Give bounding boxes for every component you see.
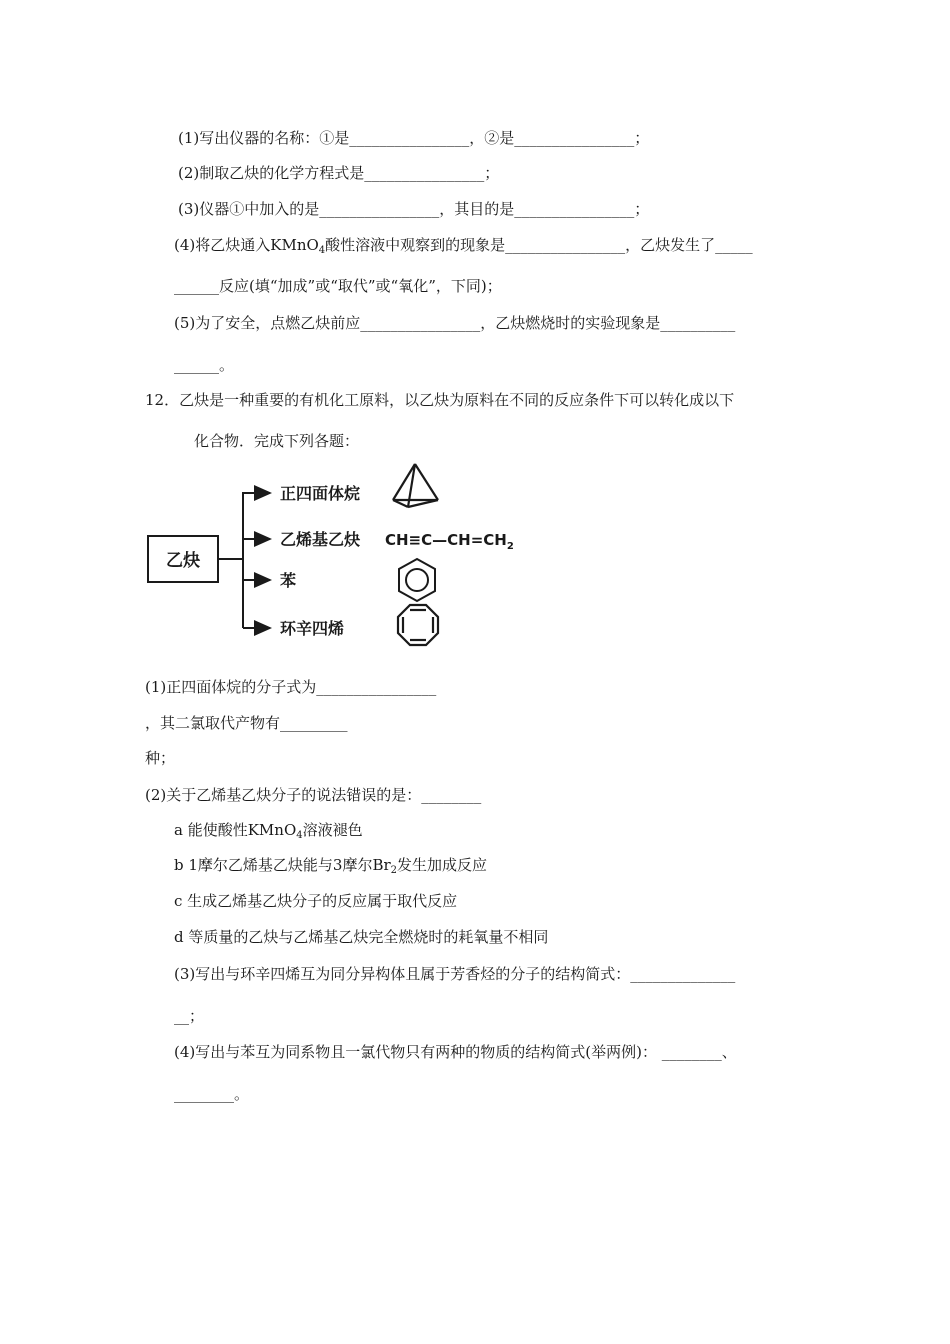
product-label-benzene: 苯 bbox=[280, 571, 297, 590]
q12-intro-line2: 化合物．完成下列各题： bbox=[194, 432, 360, 450]
q11-part2: (2)制取乙炔的化学方程式是________________； bbox=[178, 164, 500, 182]
product-label-cyclooctatetraene: 环辛四烯 bbox=[280, 619, 345, 638]
product-label-vinylacetylene: 乙烯基乙炔 bbox=[280, 530, 361, 549]
q12-option-b: b 1摩尔乙烯基乙炔能与3摩尔$Br_2$发生加成反应 bbox=[174, 856, 488, 876]
q11-part1: (1)写出仪器的名称：①是________________，②是________________； bbox=[178, 129, 650, 147]
q12-part4-line2: ________。 bbox=[174, 1085, 250, 1103]
source-label: 乙炔 bbox=[166, 551, 200, 571]
q12-option-a: a 能使酸性KMnO$_4$溶液褪色 bbox=[174, 821, 363, 841]
q12-intro: 12．乙炔是一种重要的有机化工原料，以乙炔为原料在不同的反应条件下可以转化成以下 bbox=[145, 391, 735, 409]
product-label-tetrahedrane: 正四面体烷 bbox=[280, 484, 361, 503]
q12-part3: (3)写出与环辛四烯互为同分异构体且属于芳香烃的分子的结构简式：______________ bbox=[174, 965, 736, 983]
q12-part1-b: ，其二氯取代产物有_________ bbox=[145, 714, 348, 732]
q11-part4-text-b: 酸性溶液中观察到的现象是________________，乙炔发生了_____ bbox=[325, 236, 753, 254]
q11-part4-kmno4: KMnO$_4$ bbox=[270, 236, 326, 256]
q12-option-c: c 生成乙烯基乙炔分子的反应属于取代反应 bbox=[174, 892, 458, 910]
acetylene-conversion-diagram bbox=[140, 456, 540, 656]
vinylacetylene-formula: $CH\equiv C—CH=CH_2$ bbox=[385, 531, 514, 552]
benzene-structure bbox=[399, 559, 435, 601]
q11-part5-line2: ______。 bbox=[174, 356, 235, 374]
q12-part1-c: 种； bbox=[145, 749, 176, 767]
q11-part4 bbox=[174, 235, 753, 261]
q12-part4: (4)写出与苯互为同系物且一氯代物只有两种的物质的结构简式(举两例)： ________、 bbox=[174, 1043, 737, 1061]
q11-part4-line2: ______反应(填“加成”或“取代”或“氧化”，下同)； bbox=[174, 277, 502, 295]
cyclooctatetraene-structure bbox=[398, 605, 438, 645]
q11-part3: (3)仪器①中加入的是________________，其目的是________________； bbox=[178, 200, 650, 218]
q12-part1-a: (1)正四面体烷的分子式为________________ bbox=[145, 678, 437, 696]
q12-part2: (2)关于乙烯基乙炔分子的说法错误的是：________ bbox=[145, 786, 482, 804]
q12-option-d: d 等质量的乙炔与乙烯基乙炔完全燃烧时的耗氧量不相同 bbox=[174, 928, 549, 946]
tetrahedrane-structure bbox=[393, 464, 438, 507]
q11-part4-text-a: (4)将乙炔通入 bbox=[174, 236, 271, 254]
q11-part5: (5)为了安全，点燃乙炔前应________________，乙炔燃烧时的实验现象是__________ bbox=[174, 314, 736, 332]
q12-part3-line2: __； bbox=[174, 1007, 205, 1025]
